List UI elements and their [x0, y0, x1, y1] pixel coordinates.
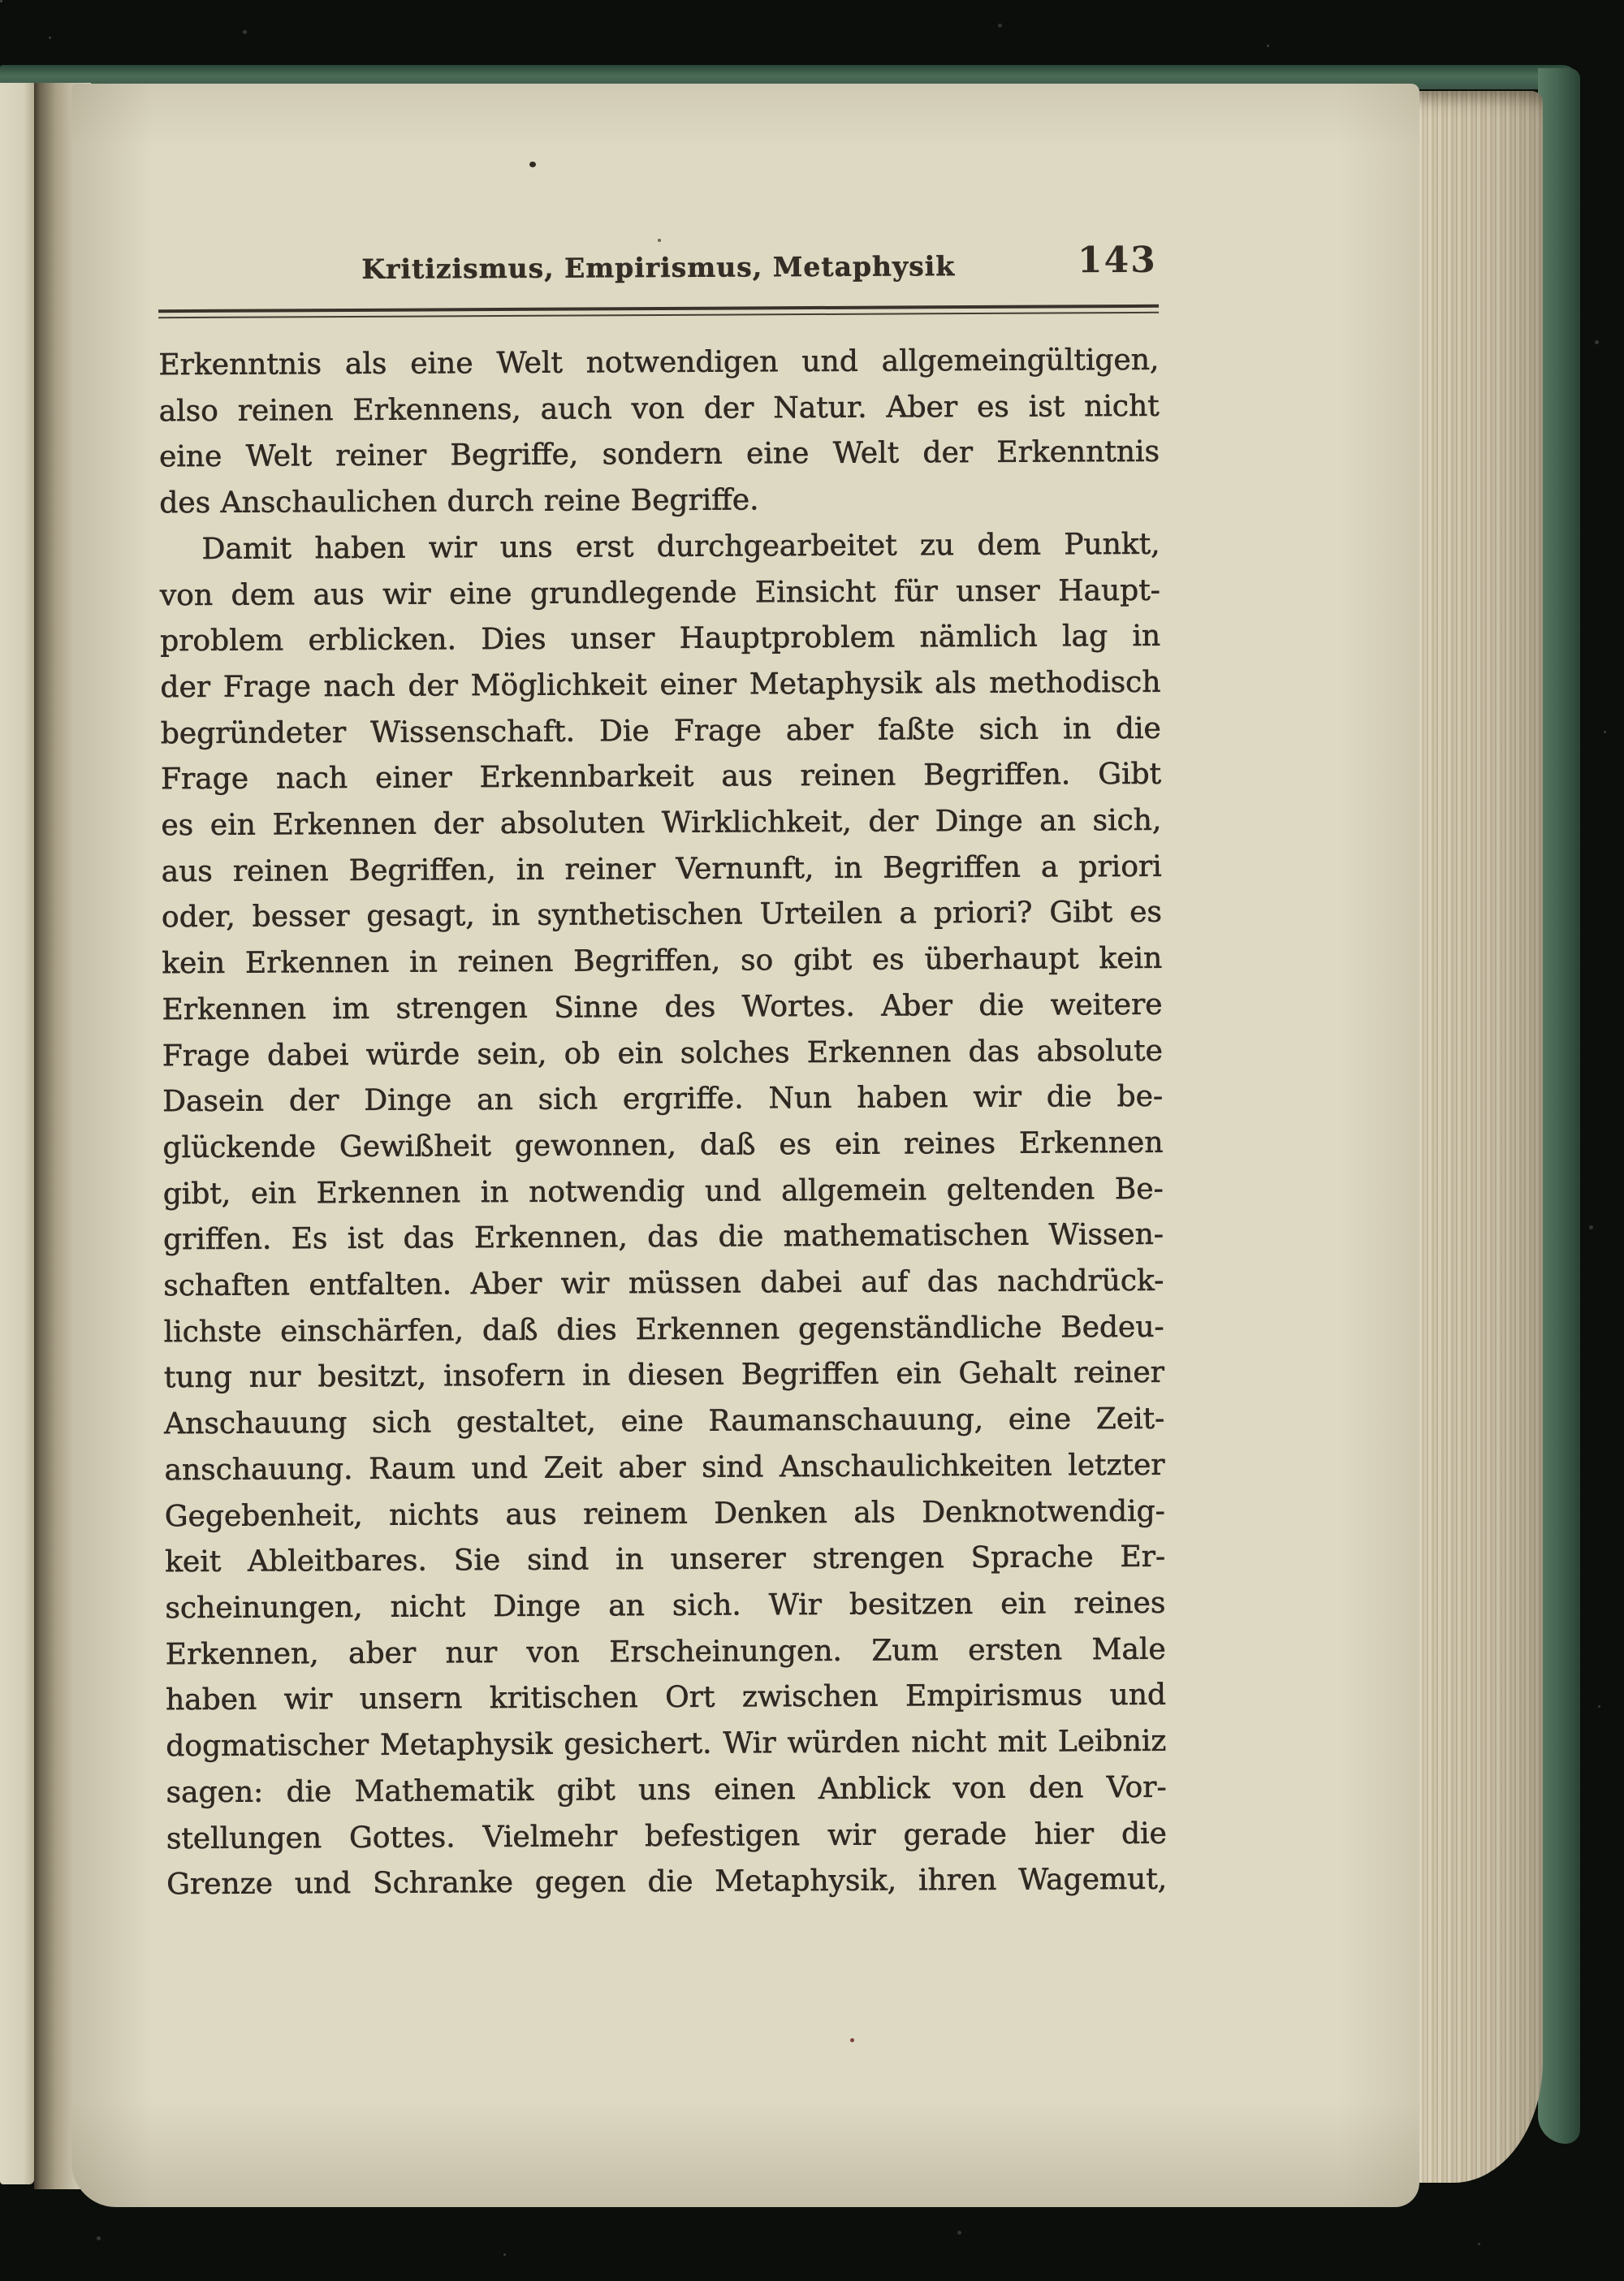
text-line: Frage dabei würde sein, ob ein solches Erkennen das absolute: [162, 1034, 1163, 1073]
text-line: keit Ableitbares. Sie sind in unserer strengen Sprache Er-: [165, 1540, 1166, 1579]
text-line: schaften entfalten. Aber wir müssen dabei auf das nachdrück-: [163, 1264, 1164, 1303]
text-line: stellungen Gottes. Vielmehr befestigen wir gerade hier die: [166, 1817, 1168, 1855]
text-line: Erkennen im strengen Sinne des Wortes. Aber die weitere: [162, 987, 1163, 1027]
page-number: 143: [1077, 239, 1157, 282]
text-line: der Frage nach der Möglichkeit einer Metaphysik als methodisch: [160, 665, 1161, 705]
text-line: Erkennen, aber nur von Erscheinungen. Zum ersten Male: [165, 1632, 1166, 1671]
text-line: von dem aus wir eine grundlegende Einsicht für unser Haupt-: [159, 573, 1160, 612]
text-line: Damit haben wir uns erst durchgearbeitet zu dem Punkt,: [201, 527, 1160, 566]
cover-right-edge: [1538, 68, 1580, 2144]
text-line: oder, besser gesagt, in synthetischen Urteilen a priori? Gibt es: [161, 896, 1163, 935]
text-line: es ein Erkennen der absoluten Wirklichkeit, der Dinge an sich,: [161, 803, 1162, 843]
text-line: Anschauung sich gestaltet, eine Raumanschauung, eine Zeit-: [164, 1402, 1165, 1441]
text-line: also reinen Erkennens, auch von der Natur. Aber es ist nicht: [158, 389, 1160, 428]
text-line: griffen. Es ist das Erkennen, das die mathematischen Wissen-: [162, 1218, 1164, 1257]
text-line: dogmatischer Metaphysik gesichert. Wir würden nicht mit Leibniz: [166, 1724, 1167, 1764]
page-content: [158, 241, 1168, 1908]
text-line: Dasein der Dinge an sich ergriffe. Nun haben wir die be-: [162, 1080, 1164, 1119]
text-line: begründeter Wissenschaft. Die Frage aber faßte sich in die: [160, 711, 1161, 750]
text-line: kein Erkennen in reinen Begriffen, so gibt es überhaupt kein: [162, 941, 1163, 981]
page-header: [158, 241, 1159, 296]
text-line: scheinungen, nicht Dinge an sich. Wir besitzen ein reines: [165, 1586, 1166, 1626]
running-header-title: Kritizismus, Empirismus, Metaphysik: [361, 250, 956, 285]
text-line: problem erblicken. Dies unser Hauptproblem nämlich lag in: [160, 620, 1161, 659]
text-line: anschauung. Raum und Zeit aber sind Anschaulichkeiten letzter: [164, 1448, 1165, 1488]
text-line: Gegebenheit, nichts aus reinem Denken als Denknotwendig-: [164, 1494, 1165, 1533]
text-line: tung nur besitzt, insofern in diesen Begriffen ein Gehalt reiner: [163, 1356, 1165, 1395]
dust-speckles: [0, 0, 2, 2]
text-line: aus reinen Begriffen, in reiner Vernunft, in Begriffen a priori: [161, 849, 1162, 888]
text-line: Erkenntnis als eine Welt notwendigen und allgemeingültigen,: [158, 343, 1160, 382]
text-line: Frage nach einer Erkennbarkeit aus reinen Begriffen. Gibt: [160, 758, 1162, 797]
text-line: haben wir unsern kritischen Ort zwischen Empirismus und: [165, 1678, 1167, 1717]
text-line: Grenze und Schranke gegen die Metaphysik, ihren Wagemut,: [166, 1862, 1168, 1902]
text-line: des Anschaulichen durch reine Begriffe.: [159, 483, 759, 521]
paper-speck: [658, 239, 661, 242]
text-line: glückende Gewißheit gewonnen, daß es ein reines Erkennen: [162, 1125, 1164, 1165]
text-line: sagen: die Mathematik gibt uns einen Anblick von den Vor-: [166, 1770, 1167, 1810]
body-text: [158, 338, 1167, 1908]
text-line: lichste einschärfen, daß dies Erkennen gegenständliche Bedeu-: [163, 1310, 1164, 1349]
text-line: gibt, ein Erkennen in notwendig und allgemein geltenden Be-: [162, 1172, 1164, 1211]
text-line: eine Welt reiner Begriffe, sondern eine Welt der Erkenntnis: [158, 435, 1160, 474]
paper-speck: [850, 2038, 854, 2042]
left-page-edge: [0, 83, 34, 2184]
header-rule: [158, 305, 1159, 318]
paper-speck: [529, 162, 536, 167]
